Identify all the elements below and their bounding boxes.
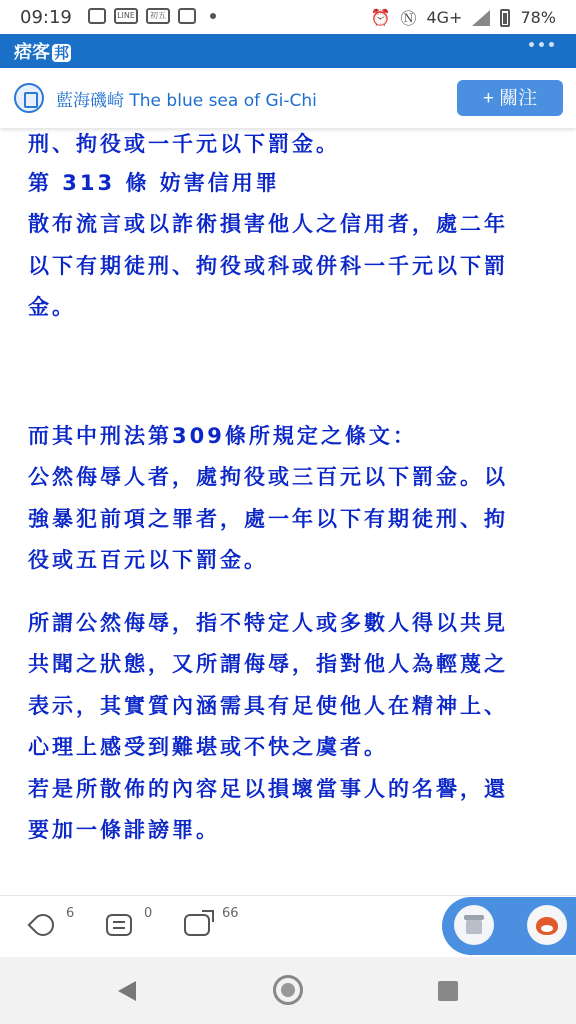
article-line: 役或五百元以下罰金。 bbox=[28, 548, 268, 572]
comment-button[interactable] bbox=[106, 906, 153, 936]
more-menu-icon[interactable] bbox=[529, 42, 554, 47]
article-line: 心理上感受到難堪或不快之虞者。 bbox=[28, 735, 388, 759]
share-icon bbox=[184, 914, 210, 936]
recent-apps-icon[interactable] bbox=[438, 981, 458, 1001]
logo-text: 痞客 bbox=[14, 42, 50, 63]
article-line: 公然侮辱人者，處拘役或三百元以下罰金。以 bbox=[28, 465, 508, 489]
comment-count: 0 bbox=[144, 906, 153, 921]
floating-panel bbox=[442, 897, 576, 955]
status-bar bbox=[0, 0, 576, 34]
article-line: 散布流言或以詐術損害他人之信用者，處二年 bbox=[28, 212, 508, 236]
article-line: 以下有期徒刑、拘役或科或併科一千元以下罰 bbox=[28, 254, 508, 278]
app-bar bbox=[0, 34, 576, 68]
article-line: 強暴犯前項之罪者，處一年以下有期徒刑、拘 bbox=[28, 507, 508, 531]
article-line: 要加一條誹謗罪。 bbox=[28, 818, 220, 842]
status-time: 09:19 bbox=[20, 7, 72, 28]
system-nav-bar bbox=[0, 957, 576, 1024]
article-line: 表示，其實質內涵需具有足使他人在精神上、 bbox=[28, 694, 508, 718]
alarm-icon: ⏰ bbox=[370, 8, 391, 27]
article-line: 刑、拘役或一千元以下罰金。 bbox=[28, 132, 340, 156]
calendar-icon: 初五 bbox=[146, 8, 170, 24]
logo-badge: 邦 bbox=[54, 44, 70, 62]
battery-icon bbox=[500, 9, 510, 27]
system-icons bbox=[371, 6, 556, 29]
article-line: 共聞之狀態，又所謂侮辱，指對他人為輕蔑之 bbox=[28, 652, 508, 676]
share-count: 66 bbox=[222, 906, 239, 921]
share-button[interactable] bbox=[184, 906, 239, 936]
image-icon bbox=[88, 8, 106, 24]
comment-icon bbox=[106, 914, 132, 936]
rocket-icon bbox=[27, 909, 58, 940]
rocket-button[interactable] bbox=[28, 906, 75, 940]
nfc-icon: Ⓝ bbox=[400, 9, 417, 28]
notification-icons bbox=[88, 8, 216, 24]
article-line: 所謂公然侮辱，指不特定人或多數人得以共見 bbox=[28, 611, 508, 635]
battery-percent: 78% bbox=[520, 8, 556, 27]
back-icon[interactable] bbox=[118, 981, 136, 1001]
article-line: 第 313 條 妨害信用罪 bbox=[28, 171, 280, 195]
avatar[interactable] bbox=[527, 905, 567, 945]
network-label: 4G+ bbox=[426, 8, 463, 27]
gift-icon[interactable] bbox=[454, 905, 494, 945]
article-line: 金。 bbox=[28, 295, 76, 319]
follow-button[interactable]: + 關注 bbox=[457, 80, 563, 116]
instagram-icon bbox=[178, 8, 196, 24]
article-line: 而其中刑法第309條所規定之條文： bbox=[28, 424, 417, 448]
blog-header bbox=[0, 68, 576, 128]
blog-name[interactable]: 藍海磯崎 The blue sea of Gi-Chi bbox=[56, 91, 317, 111]
pixnet-logo[interactable] bbox=[14, 38, 71, 64]
rocket-count: 6 bbox=[66, 906, 75, 921]
dot-icon bbox=[210, 13, 216, 19]
blog-icon bbox=[14, 83, 44, 113]
signal-icon bbox=[472, 10, 490, 26]
home-icon[interactable] bbox=[273, 975, 303, 1005]
line-icon: LINE bbox=[114, 8, 138, 24]
article-line: 若是所散佈的內容足以損壞當事人的名譽，還 bbox=[28, 777, 508, 801]
